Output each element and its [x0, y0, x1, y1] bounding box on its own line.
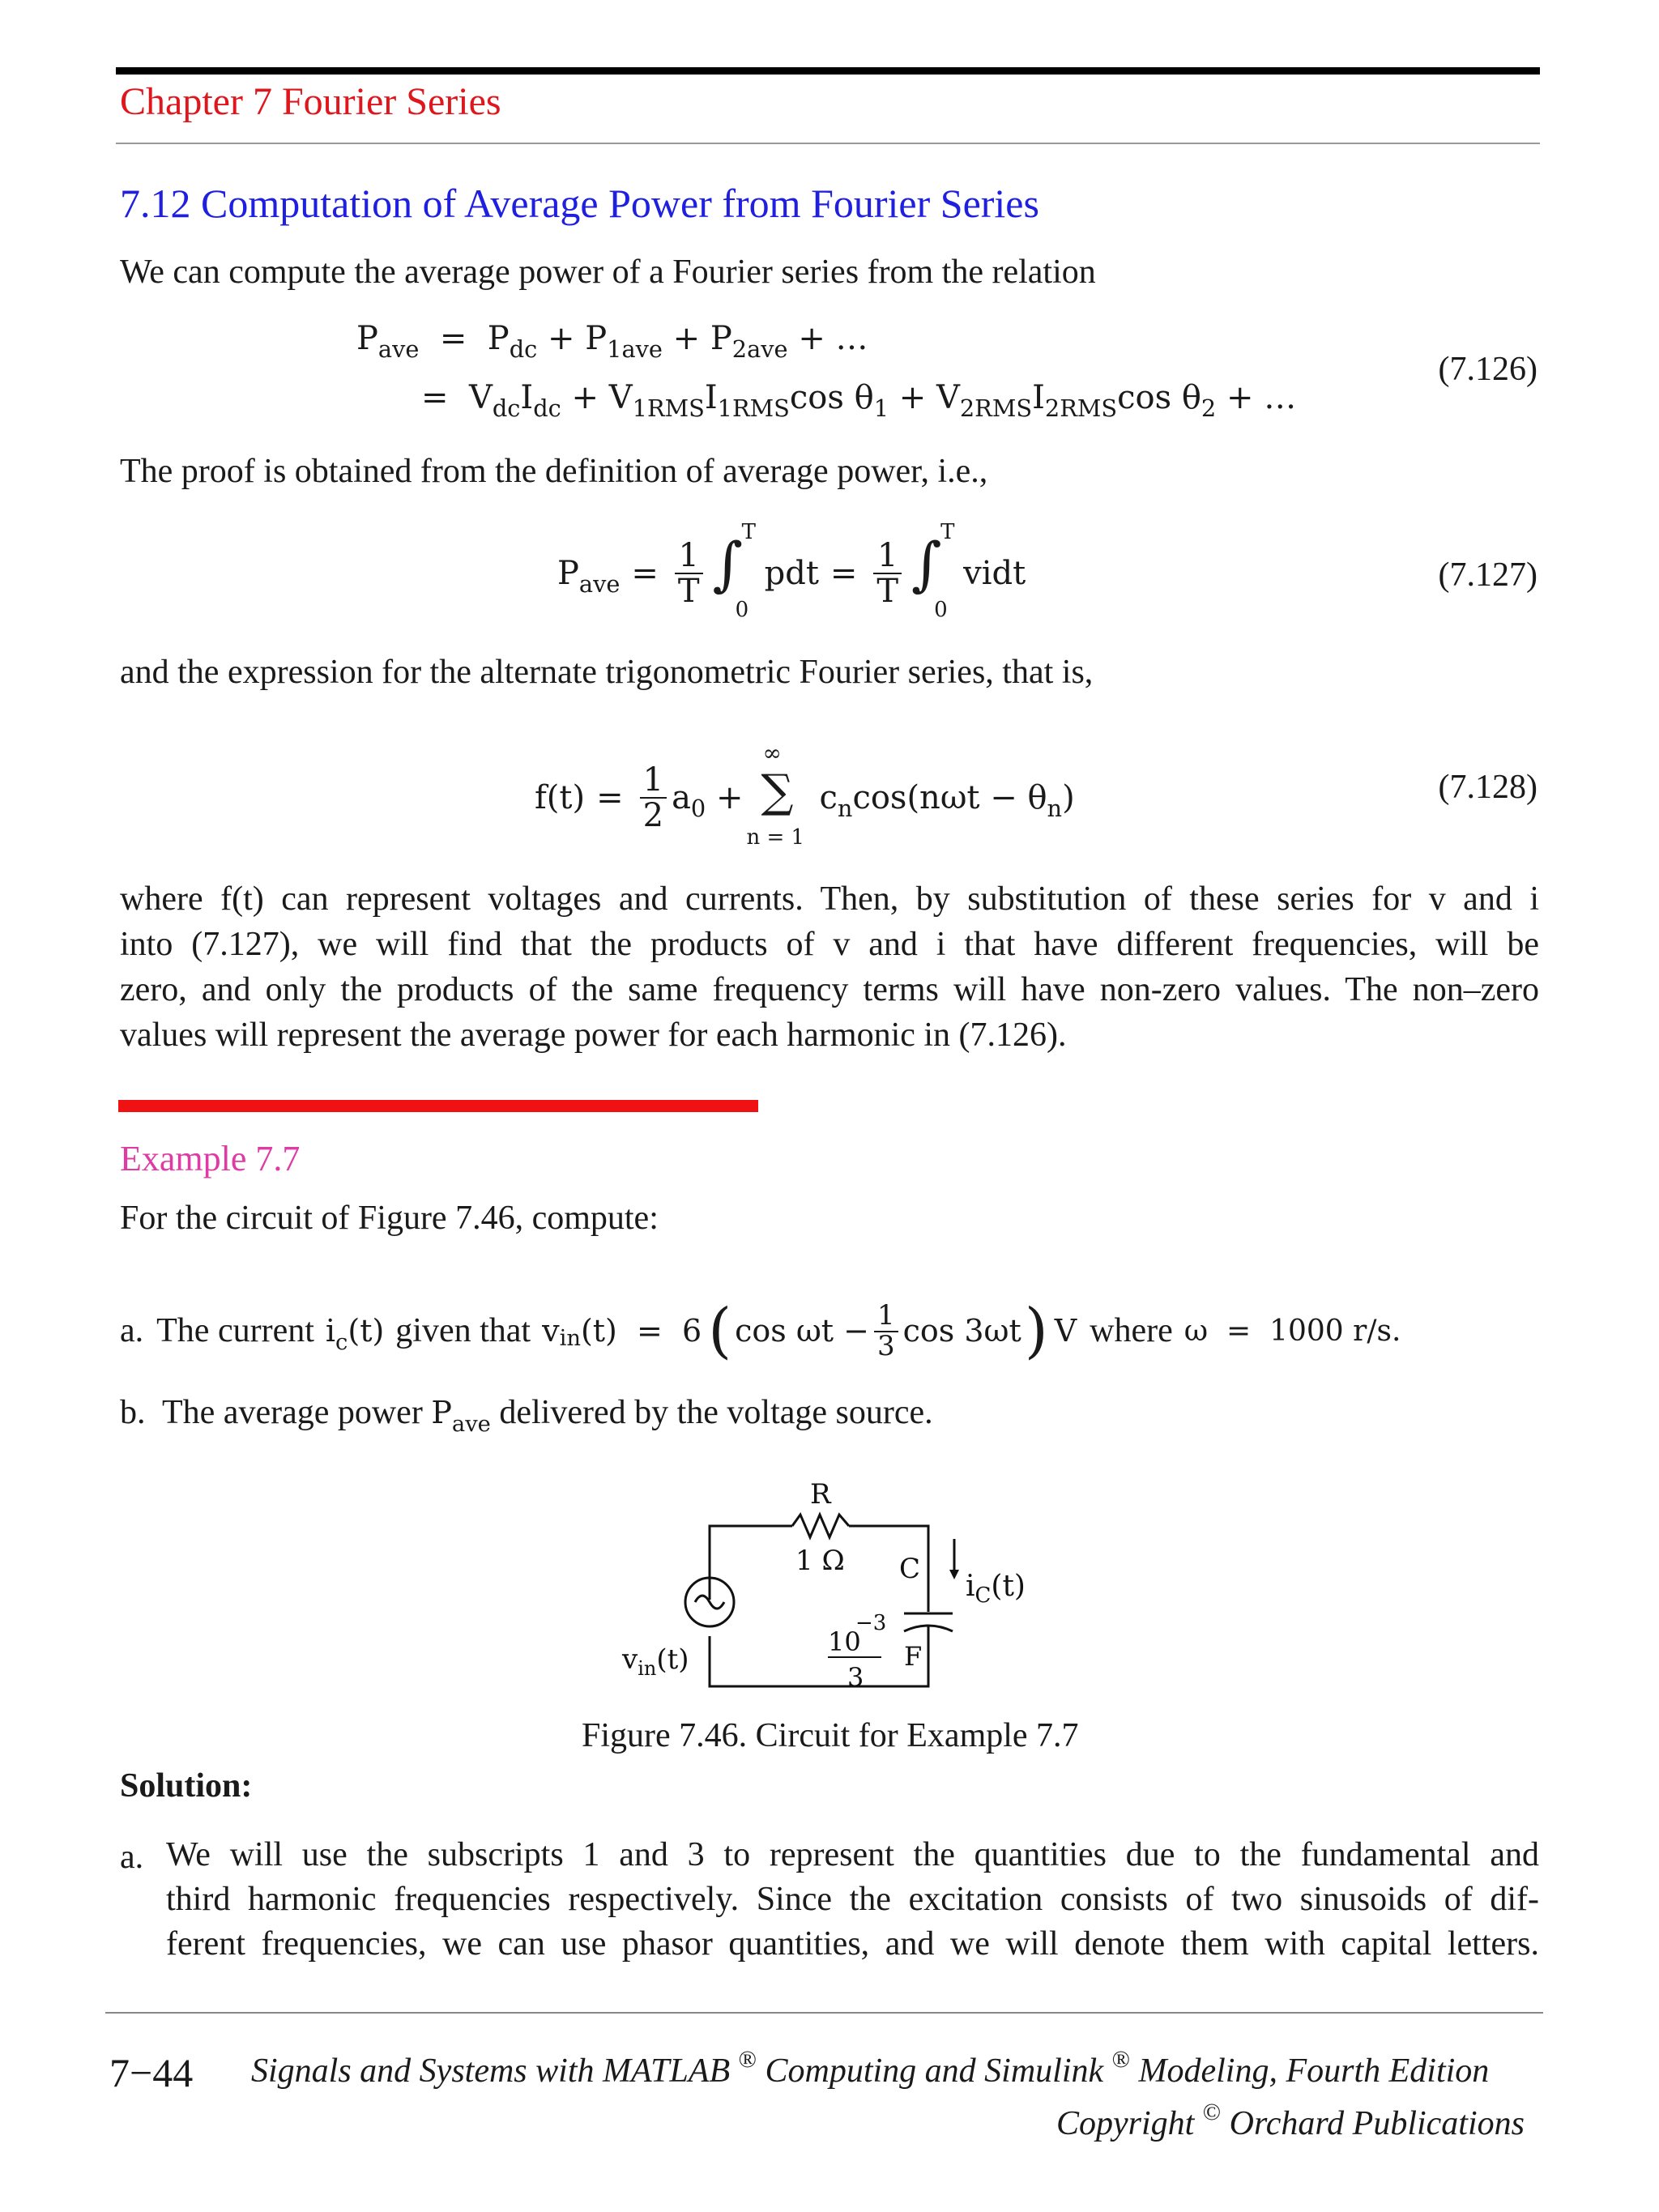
- capacitor-unit: F: [904, 1641, 923, 1672]
- item-a-where: where: [1090, 1312, 1173, 1350]
- header-divider: [116, 143, 1540, 144]
- example-divider-bar: [118, 1100, 758, 1112]
- paragraph-series: and the expression for the alternate trigonometric Fourier series, that is,: [120, 654, 1094, 691]
- capacitor-label: C: [899, 1553, 921, 1585]
- example-title: Example 7.7: [120, 1139, 301, 1178]
- solution-text: [166, 1833, 1539, 1967]
- registered-mark: ®: [738, 2047, 757, 2073]
- solution-line: We will use the subscripts 1 and 3 to represent the quantities due to the fundamental and: [166, 1836, 1539, 1873]
- example-intro: For the circuit of Figure 7.46, compute:: [120, 1200, 659, 1237]
- book-title-part: Signals and Systems with MATLAB: [251, 2052, 731, 2090]
- wire-bottom: [710, 1625, 928, 1686]
- paragraph-intro: We can compute the average power of a Fourier series from the relation: [120, 254, 1096, 291]
- current-arrow-head: [949, 1570, 959, 1579]
- paragraph-substitution: [120, 876, 1539, 1058]
- paragraph-line: into (7.127), we will find that the products of v and i that have different frequencies, will be: [120, 926, 1539, 963]
- item-b-text2: delivered by the voltage source.: [499, 1394, 933, 1431]
- resistor-label: R: [810, 1478, 831, 1511]
- registered-mark: ®: [1111, 2047, 1130, 2073]
- copyright-line: [1056, 2099, 1525, 2143]
- item-a-label: a.: [120, 1312, 144, 1350]
- solution-heading: Solution:: [120, 1767, 253, 1805]
- paragraph-line: values will represent the average power for each harmonic in (7.126).: [120, 1016, 1067, 1054]
- example-item-a: a. The current $i_c(t)$ given that v in (t) = 6 ( cos ωt − $\frac{1}{3}$ cos 3ωt ) V where ω = 1000 r/s.: [120, 1296, 1401, 1366]
- item-b-label: b.: [120, 1394, 146, 1431]
- top-rule: [116, 67, 1540, 75]
- circuit-diagram: [616, 1474, 1069, 1709]
- footer-divider: [105, 2012, 1543, 2014]
- resistor-symbol: [792, 1515, 849, 1537]
- equation-7-128: f(t) = $\frac{1}{2}$ $a_0$ + ∞ ∑ n = 1 $c_n\cos(n\omega t - \theta_n)$: [535, 739, 1075, 850]
- page-number: 7−44: [109, 2050, 194, 2095]
- equation-7-127: $P_{ave}$ = $\frac{1}{T}$ ∫ T 0 pdt = $\frac{1}{T}$ ∫ T 0 vidt: [557, 520, 1026, 622]
- equation-number-7-127: (7.127): [1438, 556, 1537, 594]
- publisher-name: Orchard Publications: [1229, 2105, 1525, 2142]
- capacitor-value-den: 3: [847, 1662, 864, 1693]
- solution-label: a.: [120, 1839, 144, 1876]
- equation-7-126-line2: = $V_{dc}I_{dc} + V_{1RMS}I_{1RMS}\cos$ $\theta_1 + V_{2RMS}I_{2RMS}\cos$ $\theta_2$ + …: [421, 379, 1297, 423]
- capacitor-value-num: 10: [828, 1626, 861, 1657]
- example-item-b: b. The average power $P_{ave}$ delivered by the voltage source.: [120, 1394, 933, 1437]
- item-a-given: given that: [395, 1312, 531, 1350]
- book-title: [251, 2047, 1490, 2091]
- solution-line: third harmonic frequencies respectively. Since the excitation consists of two sinusoids of dif-: [166, 1881, 1539, 1918]
- book-title-part: Modeling, Fourth Edition: [1138, 2052, 1490, 2090]
- capacitor-value-exp: −3: [855, 1611, 887, 1635]
- omega-value: 1000 r/s: [1269, 1314, 1392, 1348]
- section-title: 7.12 Computation of Average Power from Fourier Series: [120, 181, 1039, 226]
- copyright-mark: ©: [1202, 2099, 1222, 2126]
- wire-left-top: [710, 1526, 792, 1600]
- equation-number-7-126: (7.126): [1438, 351, 1537, 388]
- current-label: $i_C(t)$: [966, 1570, 1026, 1608]
- copyright-label: Copyright: [1056, 2105, 1195, 2142]
- item-a-text: The current: [156, 1312, 314, 1350]
- paragraph-line: zero, and only the products of the same frequency terms will have non-zero values. The non–zero: [120, 971, 1539, 1008]
- equation-number-7-128: (7.128): [1438, 769, 1537, 806]
- resistor-value: 1 Ω: [795, 1545, 845, 1577]
- equation-7-126-line1: $P_{ave} = P_{dc} + P_{1ave} + P_{2ave}$ + …: [356, 320, 868, 364]
- paragraph-proof: The proof is obtained from the definition of average power, i.e.,: [120, 453, 988, 490]
- book-title-part: Computing and Simulink: [765, 2052, 1104, 2090]
- paragraph-line: where f(t) can represent voltages and currents. Then, by substitution of these series for v and i: [120, 880, 1539, 918]
- chapter-header: Chapter 7 Fourier Series: [120, 80, 501, 123]
- source-label: $v_{in}(t)$: [622, 1643, 689, 1680]
- figure-caption: Figure 7.46. Circuit for Example 7.7: [582, 1717, 1079, 1754]
- solution-line: ferent frequencies, we can use phasor quantities, and we will denote them with capital letters.: [166, 1925, 1539, 1963]
- item-b-text1: The average power: [162, 1394, 423, 1431]
